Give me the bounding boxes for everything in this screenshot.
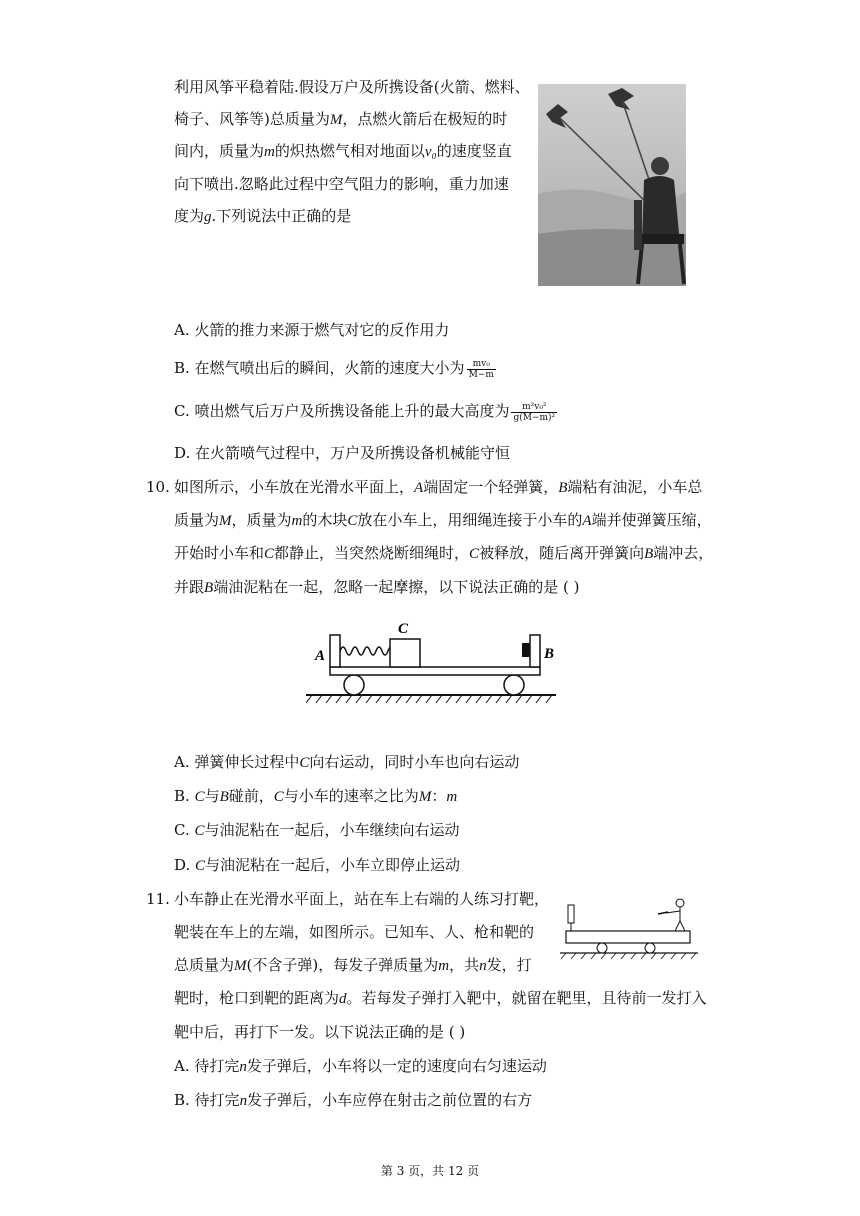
q10-line-1: 如图所示，小车放在光滑水平面上，A端固定一个轻弹簧，B端粘有油泥，小车总 bbox=[174, 478, 703, 496]
label-c: C bbox=[398, 621, 409, 637]
q9-c-fraction: $\frac{\text{m²v₀²}}{\text{g(M−m)²}}$ bbox=[513, 401, 556, 423]
q10-line-4: 并跟B端油泥粘在一起，忽略一起摩擦，以下说法正确的是 ( ) bbox=[174, 578, 580, 596]
q9-line-5: 度为g.下列说法中正确的是 bbox=[174, 207, 352, 225]
q10-option-a: A. 弹簧伸长过程中C向右运动，同时小车也向右运动 bbox=[174, 753, 520, 771]
q10-number: 10. bbox=[146, 478, 170, 496]
q11-line-1: 小车静止在光滑水平面上，站在车上右端的人练习打靶， bbox=[174, 890, 550, 908]
q11-number: 11. bbox=[146, 890, 170, 908]
q10-line-2: 质量为M，质量为m的木块C放在小车上，用细绳连接于小车的A端并使弹簧压缩， bbox=[174, 511, 712, 529]
q10-option-b: B. C与B碰前，C与小车的速率之比为M：m bbox=[174, 787, 458, 805]
page-footer: 第 3 页，共 12 页 bbox=[380, 1164, 480, 1178]
q10-line-3: 开始时小车和C都静止，当突然烧断细绳时，C被释放，随后离开弹簧向B端冲去， bbox=[174, 544, 714, 562]
q9-option-a: A. 火箭的推力来源于燃气对它的反作用力 bbox=[174, 321, 450, 339]
q9-b-fraction: $\frac{\text{mv₀}}{M-m}$ bbox=[468, 358, 494, 380]
q11-line-5: 靶中后，再打下一发。以下说法正确的是 ( ) bbox=[174, 1023, 466, 1041]
q11-line-2: 靶装在车上的左端，如图所示。已知车、人、枪和靶的 bbox=[174, 923, 535, 941]
q9-line-1: 利用风筝平稳着陆.假设万户及所携设备(火箭、燃料、 bbox=[174, 78, 530, 96]
q11-option-b: B. 待打完n发子弹后，小车应停在射击之前位置的右方 bbox=[174, 1091, 533, 1109]
q10-option-c: C. C与油泥粘在一起后，小车继续向右运动 bbox=[174, 821, 460, 839]
q11-line-3: 总质量为M(不含子弹)，每发子弹质量为m，共n发，打 bbox=[174, 956, 532, 974]
wanhu-rocket-illustration bbox=[538, 84, 686, 286]
q9-line-4: 向下喷出.忽略此过程中空气阻力的影响，重力加速 bbox=[174, 175, 509, 193]
q9-line-2: 椅子、风筝等)总质量为M，点燃火箭后在极短的时 bbox=[174, 110, 508, 128]
q9-option-c: C. 喷出燃气后万户及所携设备能上升的最大高度为 $\frac{\text{m²v₀²}}{\text{g(M−m)²}}$ bbox=[174, 401, 556, 423]
cart-shooting-diagram bbox=[556, 893, 702, 961]
q11-option-a: A. 待打完n发子弹后，小车将以一定的速度向右匀速运动 bbox=[174, 1057, 547, 1075]
q9-option-b: B. 在燃气喷出后的瞬间，火箭的速度大小为 $\frac{\text{mv₀}}{M-m}$ bbox=[174, 358, 494, 380]
q9-line-3: 间内，质量为m的炽热燃气相对地面以v₀的速度竖直 bbox=[174, 142, 512, 160]
q10-option-d: D. C与油泥粘在一起后，小车立即停止运动 bbox=[174, 856, 461, 874]
q11-line-4: 靶时，枪口到靶的距离为d。若每发子弹打入靶中，就留在靶里，且待前一发打入 bbox=[174, 989, 707, 1007]
label-b: B bbox=[544, 646, 555, 662]
cart-spring-diagram bbox=[306, 615, 566, 709]
q9-option-d: D. 在火箭喷气过程中，万户及所携设备机械能守恒 bbox=[174, 444, 511, 462]
label-a: A bbox=[315, 648, 326, 664]
